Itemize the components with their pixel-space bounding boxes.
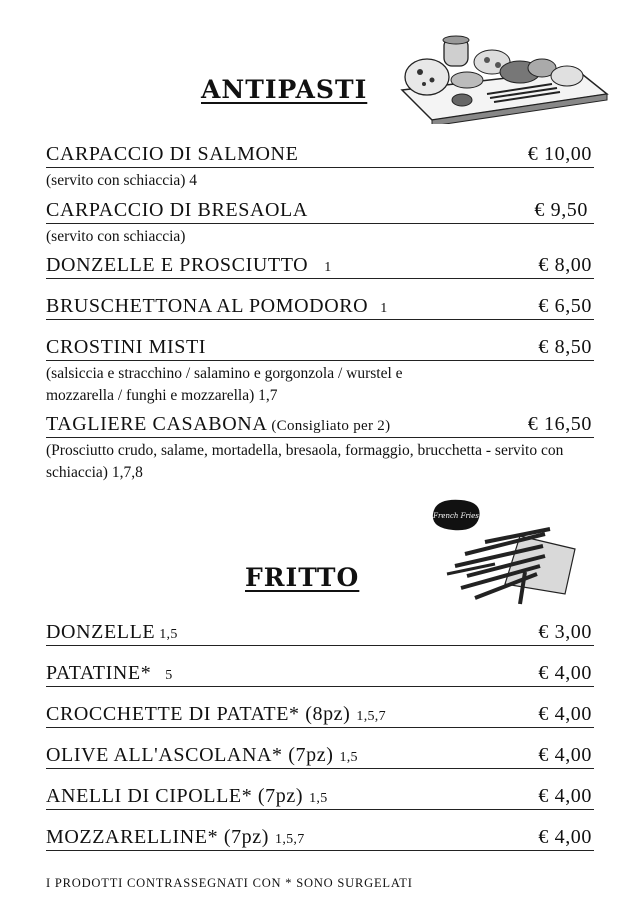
item-price: € 8,00 (538, 254, 592, 276)
french-fries-icon (425, 494, 585, 614)
menu-item (46, 701, 594, 728)
item-name (46, 254, 332, 277)
item-allergens: 1,5,7 (356, 709, 386, 724)
item-name-text: PATATINE* (46, 662, 152, 684)
item-price: € 6,50 (538, 295, 592, 317)
item-name-text: CARPACCIO DI BRESAOLA (46, 199, 308, 221)
item-name (46, 336, 206, 359)
item-name (46, 662, 173, 685)
menu-item-line (46, 783, 594, 810)
menu-item (46, 742, 594, 769)
menu-item-line (46, 197, 594, 224)
menu-item (46, 252, 594, 279)
item-name (46, 413, 390, 436)
item-description: (salsiccia e stracchino / salamino e gorgonzola / wurstel e mozzarella / funghi e mozzarella) 1,7 (46, 365, 403, 404)
item-name-text: BRUSCHETTONA AL POMODORO (46, 295, 369, 317)
section-title-antipasti: ANTIPASTI (201, 75, 368, 104)
item-name (46, 744, 358, 767)
menu-item (46, 824, 594, 851)
item-name-text: TAGLIERE CASABONA (46, 413, 268, 435)
item-allergens: 1 (380, 301, 388, 316)
item-allergens: 1,5 (159, 627, 178, 642)
item-name-text: MOZZARELLINE* (7pz) (46, 826, 270, 848)
menu-item-line (46, 411, 594, 438)
item-description: (servito con schiaccia) (46, 228, 186, 245)
item-name (46, 295, 388, 318)
item-price: € 8,50 (538, 336, 592, 358)
item-name (46, 785, 328, 808)
item-allergens: 1,5,7 (275, 832, 305, 847)
menu-item-line (46, 141, 594, 168)
item-price: € 4,00 (538, 826, 592, 848)
item-price: € 4,00 (538, 703, 592, 725)
menu-item (46, 783, 594, 810)
menu-item (46, 334, 594, 407)
item-allergens: 1,5 (339, 750, 358, 765)
fries-label: French Fries (433, 512, 479, 520)
menu-item (46, 411, 594, 484)
menu-item (46, 197, 594, 248)
menu-item-line (46, 293, 594, 320)
item-note: (Consigliato per 2) (271, 418, 391, 434)
item-name (46, 826, 305, 849)
menu-item-line (46, 824, 594, 851)
item-name-text: DONZELLE (46, 621, 156, 643)
item-name-text: OLIVE ALL'ASCOLANA* (7pz) (46, 744, 334, 766)
item-name (46, 703, 386, 726)
menu-item-line (46, 334, 594, 361)
menu-item-line (46, 701, 594, 728)
charcuterie-board-icon (392, 32, 614, 124)
frozen-products-note: I PRODOTTI CONTRASSEGNATI CON * SONO SURGELATI (46, 876, 413, 890)
item-price: € 4,00 (538, 662, 592, 684)
item-description: (servito con schiaccia) 4 (46, 172, 198, 189)
item-price: € 3,00 (538, 621, 592, 643)
item-name (46, 199, 308, 222)
item-description: (Prosciutto crudo, salame, mortadella, bresaola, formaggio, brucchetta - servito con schiaccia) 1,7,8 (46, 442, 564, 481)
menu-item (46, 141, 594, 192)
menu-item-line (46, 619, 594, 646)
item-name-text: CROCCHETTE DI PATATE* (8pz) (46, 703, 351, 725)
item-price: € 4,00 (538, 744, 592, 766)
item-allergens: 1 (324, 260, 332, 275)
item-price: € 10,00 (527, 143, 592, 165)
item-name (46, 143, 298, 166)
menu-item (46, 293, 594, 320)
menu-item-line (46, 252, 594, 279)
item-name-text: DONZELLE E PROSCIUTTO (46, 254, 309, 276)
item-allergens: 5 (165, 668, 173, 683)
item-price: € 16,50 (527, 413, 592, 435)
menu-item-line (46, 742, 594, 769)
item-price: € 4,00 (538, 785, 592, 807)
menu-item (46, 619, 594, 646)
item-name-text: CARPACCIO DI SALMONE (46, 143, 299, 165)
item-allergens: 1,5 (309, 791, 328, 806)
menu-item (46, 660, 594, 687)
section-title-fritto: FRITTO (245, 563, 360, 592)
fries-label-badge (432, 500, 479, 530)
item-name-text: ANELLI DI CIPOLLE* (7pz) (46, 785, 304, 807)
menu-item-line (46, 660, 594, 687)
item-name (46, 621, 178, 644)
item-price: € 9,50 (534, 199, 588, 221)
item-name-text: CROSTINI MISTI (46, 336, 207, 358)
